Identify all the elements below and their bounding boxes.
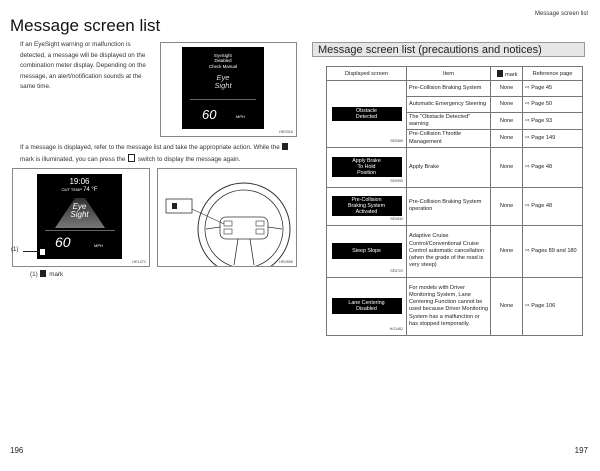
screen-code: SE0532 <box>390 216 403 221</box>
page-number-left: 196 <box>10 446 24 455</box>
mark-cell: None <box>491 147 523 187</box>
speed-unit: MPH <box>236 114 245 119</box>
mark-cell: None <box>491 130 523 147</box>
eyesight-logo <box>182 74 264 89</box>
speed-unit: MPH <box>94 243 103 248</box>
reference-link[interactable]: ⇨ Page 50 <box>523 97 583 113</box>
temp-label: OUT TEMP <box>61 187 82 192</box>
screen-line: Position <box>357 170 376 177</box>
speed-value: 60 <box>55 234 71 250</box>
reference-link[interactable]: ⇨ Page 45 <box>523 81 583 97</box>
screen-line: Braking System <box>347 203 386 210</box>
eyesight-logo <box>37 203 122 219</box>
screen-line: To Hold <box>357 164 376 171</box>
item-cell: Pre-Collision Throttle Management <box>407 130 491 147</box>
info-mark-icon <box>40 249 45 255</box>
figure-code: HE0316 <box>279 130 293 134</box>
figure-meter-mark <box>12 168 150 267</box>
steering-wheel-drawing <box>158 169 296 266</box>
item-cell: Pre-Collision Braking System operation <box>407 187 491 225</box>
reference-link[interactable]: ⇨ Page 106 <box>523 277 583 335</box>
col-header-display: Displayed screen <box>327 67 407 81</box>
figure-code: HE1371 <box>132 260 146 264</box>
table-header-row <box>327 67 583 81</box>
callout-label: (1) <box>11 247 19 253</box>
screen-code: SE0990 <box>390 178 403 183</box>
instruction-text: If a message is displayed, refer to the message list and take the appropriate action. While the <box>20 144 280 151</box>
table-row <box>327 81 583 97</box>
info-mark-icon <box>40 270 46 277</box>
reference-link[interactable]: ⇨ Page 48 <box>523 147 583 187</box>
page-title: Message screen list <box>10 16 161 35</box>
info-mark-icon <box>282 143 288 150</box>
screen-line: Steep Slope <box>352 248 381 255</box>
displayed-screen <box>332 157 402 177</box>
callout-line <box>23 251 39 252</box>
reference-link[interactable]: ⇨ Page 149 <box>523 130 583 147</box>
intro-paragraph: If an EyeSight warning or malfunction is detected, a message will be displayed on the combination meter display. Depending on the message, an alert/notification sounds at the same time. <box>20 41 146 90</box>
screen-line: Apply Brake <box>352 158 381 165</box>
legend-number: (1) <box>30 271 38 278</box>
screen-line: Activated <box>355 209 378 216</box>
mark-cell: None <box>491 81 523 97</box>
col-header-reference: Reference page <box>523 67 583 81</box>
meter-message-line: Check Manual <box>208 63 238 69</box>
figure-eyesight-disabled <box>160 42 297 137</box>
instruction-paragraph <box>20 143 295 165</box>
screen-line: Pre-Collision <box>351 197 382 204</box>
figure-steering-wheel <box>157 168 297 267</box>
mark-cell: None <box>491 187 523 225</box>
displayed-screen-cell <box>327 81 407 148</box>
displayed-screen-cell <box>327 187 407 225</box>
running-header: Message screen list <box>534 11 588 17</box>
screen-code: HO1462 <box>389 326 403 331</box>
clock-time: 19:06 <box>69 177 90 186</box>
table-row <box>327 277 583 335</box>
screen-line: Disabled <box>356 306 377 313</box>
displayed-screen <box>332 107 402 121</box>
eyesight-logo-line: Sight <box>70 210 89 219</box>
displayed-screen-cell <box>327 277 407 335</box>
meter-divider <box>45 230 115 231</box>
item-cell: Apply Brake <box>407 147 491 187</box>
mark-cell: None <box>491 277 523 335</box>
info-switch-icon <box>128 154 135 162</box>
eyesight-logo-line: Eye <box>216 73 230 82</box>
displayed-screen-cell <box>327 225 407 277</box>
table-row <box>327 147 583 187</box>
page-number-right: 197 <box>574 446 588 455</box>
figure-code: HE0550 <box>279 260 293 264</box>
section-title: Message screen list (precautions and notices) <box>312 42 585 57</box>
meter-message-line: Disabled <box>214 58 232 64</box>
mark-cell: None <box>491 113 523 130</box>
col-header-item: Item <box>407 67 491 81</box>
screen-code: SE0989 <box>390 138 403 143</box>
meter-message <box>182 53 264 69</box>
outside-temp <box>37 187 122 193</box>
figure-legend <box>30 270 63 281</box>
legend-text: mark <box>49 271 64 278</box>
item-cell: Automatic Emergency Steering <box>407 97 491 113</box>
table-row <box>327 187 583 225</box>
mark-cell: None <box>491 97 523 113</box>
speed-value: 60 <box>202 107 217 122</box>
screen-line: Detected <box>355 113 378 120</box>
info-mark-icon <box>497 70 503 77</box>
meter-screen <box>182 47 264 129</box>
instruction-text: switch to display the message again. <box>137 155 241 163</box>
col-header-mark <box>491 67 523 81</box>
item-cell: Adaptive Cruise Control/Conventional Cruise Control automatic cancellation (when the grade of the road is very steep) <box>407 225 491 277</box>
item-cell: For models with Driver Monitoring System, Lane Centering Function cannot be used because Driver Monitoring System has a malfunction or has stopped temporarily. <box>407 277 491 335</box>
temp-value: 74 °F <box>83 187 98 193</box>
meter-message-line: EyeSight <box>214 53 232 58</box>
table-row <box>327 225 583 277</box>
displayed-screen-cell <box>327 147 407 187</box>
reference-link[interactable]: ⇨ Page 93 <box>523 113 583 130</box>
displayed-screen <box>332 243 402 259</box>
screen-line: Obstacle <box>356 107 377 114</box>
screen-line: Lane Centering <box>348 300 385 307</box>
screen-code: SE0722 <box>390 268 403 273</box>
meter-divider <box>190 99 256 100</box>
reference-link[interactable]: ⇨ Page 48 <box>523 187 583 225</box>
displayed-screen <box>332 196 402 216</box>
col-header-mark-label: mark <box>505 71 518 78</box>
reference-link[interactable]: ⇨ Pages 89 and 180 <box>523 225 583 277</box>
eyesight-logo-line: Eye <box>72 202 87 211</box>
mark-cell: None <box>491 225 523 277</box>
message-table <box>326 66 583 336</box>
meter-screen <box>37 174 122 259</box>
eyesight-logo-line: Sight <box>214 80 232 90</box>
item-cell: Pre-Collision Braking System <box>407 81 491 97</box>
instruction-text: mark is illuminated, you can press the <box>20 155 126 163</box>
displayed-screen <box>332 298 402 314</box>
item-cell: The "Obstacle Detected" warning <box>407 113 491 130</box>
